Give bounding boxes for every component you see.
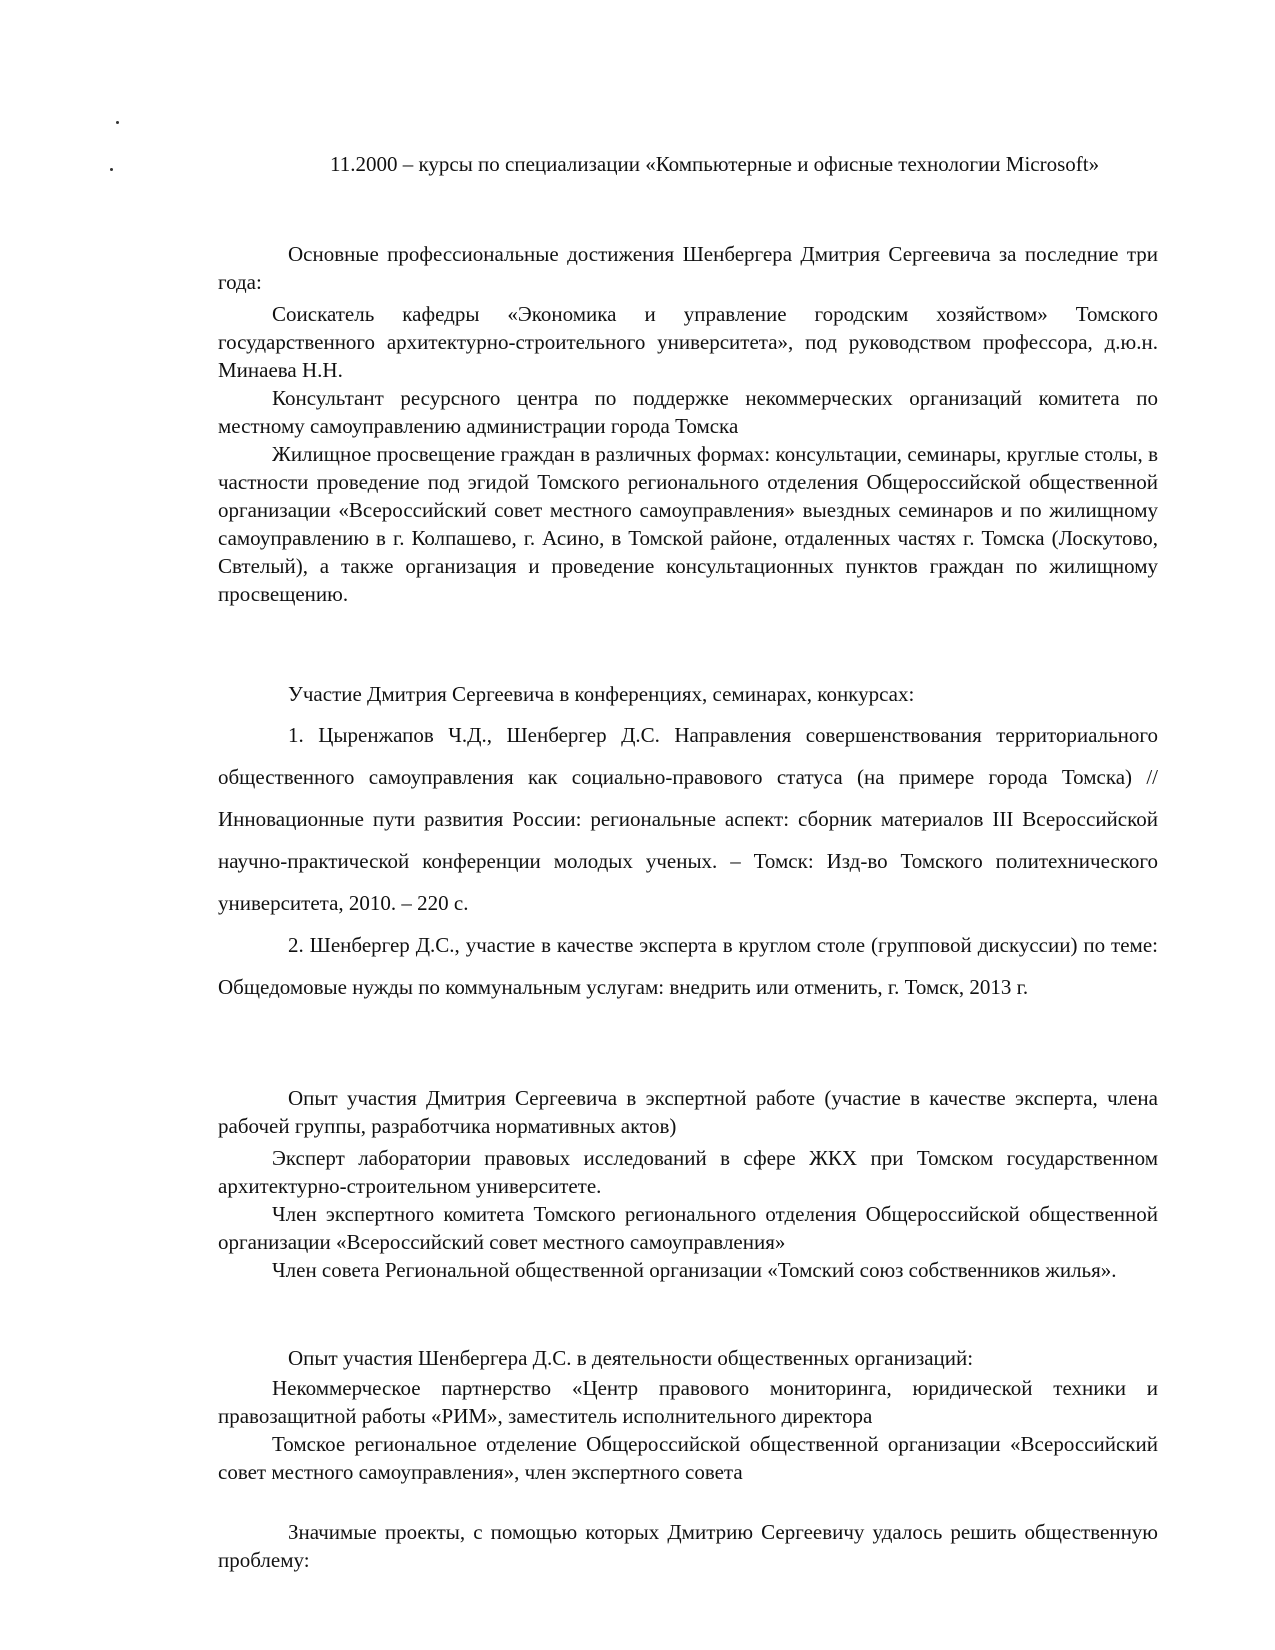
conferences-heading: Участие Дмитрия Сергеевича в конференциях, семинарах, конкурсах: [288,682,915,706]
expert-work-item: Член совета Региональной общественной организации «Томский союз собственников жилья». [272,1258,1117,1282]
achievements-heading: Основные профессиональные достижения Шенбергера Дмитрия Сергеевича за последние три года: [218,242,1158,294]
achievement-item: Жилищное просвещение граждан в различных формах: консультации, семинары, круглые столы, в частности проведение под эгидой Томского регионального отделения Общероссийской общественной организации «Всероссийский совет местного самоуправления» выездных семинаров и по жилищному самоуправлению в г. Колпашево, г. Асино, в Томской районе, отдаленных частях г. Томска (Лоскутово, Свтелый), а также организация и проведение консультационных пунктов граждан по жилищному просвещению. [218,442,1158,606]
conference-item: 2. Шенбергер Д.С., участие в качестве эксперта в круглом столе (групповой дискуссии) по теме: Общедомовые нужды по коммунальным услугам: внедрить или отменить, г. Томск, 2013 г. [218,933,1158,999]
public-orgs-heading: Опыт участия Шенбергера Д.С. в деятельности общественных организаций: [288,1346,974,1370]
expert-work-item: Член экспертного комитета Томского регионального отделения Общероссийской общественной организации «Всероссийский совет местного самоуправления» [218,1202,1158,1254]
expert-work-heading: Опыт участия Дмитрия Сергеевича в экспертной работе (участие в качестве эксперта, члена рабочей группы, разработчика нормативных актов) [218,1086,1158,1138]
scan-speck [110,168,113,171]
education-item: 11.2000 – курсы по специализации «Компьютерные и офисные технологии Microsoft» [330,152,1100,176]
expert-work-item: Эксперт лаборатории правовых исследований в сфере ЖКХ при Томском государственном архитектурно-строительном университете. [218,1146,1158,1198]
achievement-item: Консультант ресурсного центра по поддержке некоммерческих организаций комитета по местному самоуправлению администрации города Томска [218,386,1158,438]
projects-heading: Значимые проекты, с помощью которых Дмитрию Сергеевичу удалось решить общественную проблему: [218,1520,1158,1572]
public-org-item: Томское региональное отделение Общероссийской общественной организации «Всероссийский совет местного самоуправления», член экспертного совета [218,1432,1158,1484]
conference-item: 1. Цыренжапов Ч.Д., Шенбергер Д.С. Направления совершенствования территориального общественного самоуправления как социально-правового статуса (на примере города Томска) // Инновационные пути развития России: региональные аспект: сборник материалов III Всероссийской научно-практической конференции молодых ученых. – Томск: Изд-во Томского политехнического университета, 2010. – 220 с. [218,723,1158,915]
public-org-item: Некоммерческое партнерство «Центр правового мониторинга, юридической техники и правозащитной работы «РИМ», заместитель исполнительного директора [218,1376,1158,1428]
achievement-item: Соискатель кафедры «Экономика и управление городским хозяйством» Томского государственного архитектурно-строительного университета», под руководством профессора, д.ю.н. Минаева Н.Н. [218,302,1158,382]
scan-speck [116,121,119,124]
